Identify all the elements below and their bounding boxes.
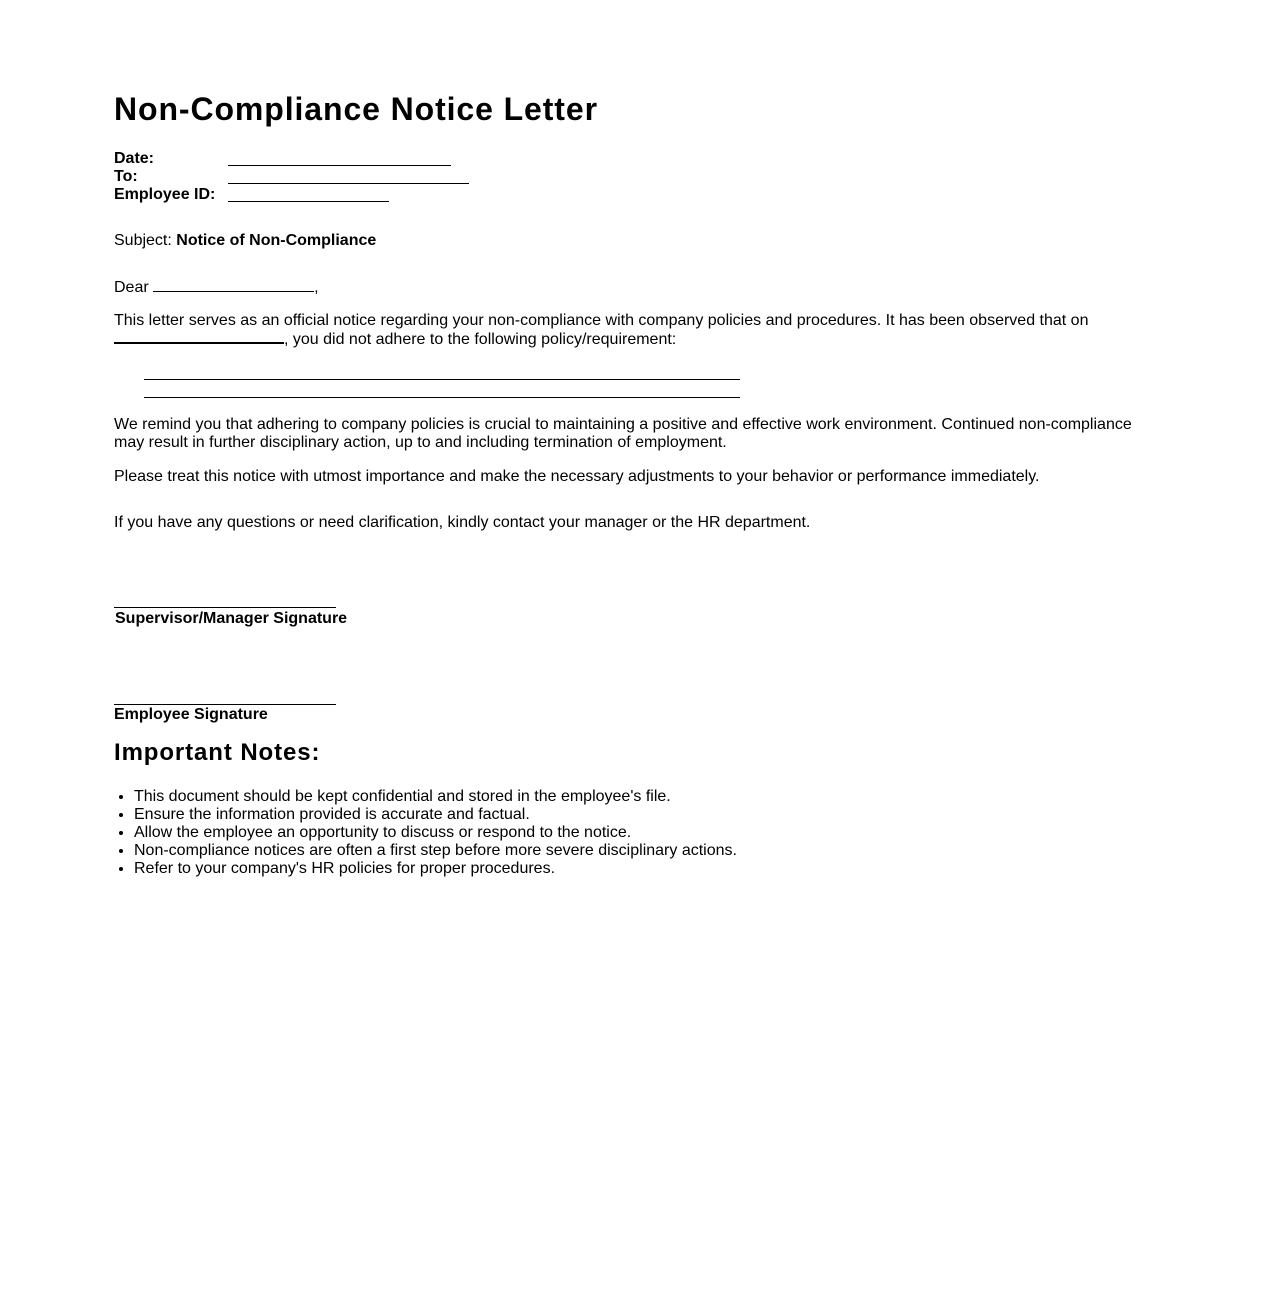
notes-list (114, 788, 737, 878)
policy-line-1[interactable] (144, 379, 740, 380)
employee-signature-label: Employee Signature (114, 706, 268, 723)
list-item: • Ensure the information provided is accurate and factual. (134, 806, 737, 824)
notice-paragraph-continuation: , you did not adhere to the following policy/requirement: (284, 331, 677, 348)
policy-line-2[interactable] (144, 397, 740, 398)
date-label: Date: (114, 150, 155, 167)
salutation (114, 278, 319, 297)
reminder-paragraph: We remind you that adhering to company policies is crucial to maintaining a positive and effective work environment. Continued non-compliance may result in further disciplinary action, up to and including termination of employment. (114, 416, 1132, 451)
list-item: • Non-compliance notices are often a first step before more severe disciplinary actions. (134, 842, 737, 860)
notice-paragraph (114, 312, 1144, 349)
salutation-suffix: , (314, 279, 319, 296)
supervisor-signature-line[interactable] (114, 607, 336, 608)
to-field-line[interactable] (228, 183, 469, 184)
notice-paragraph-text: This letter serves as an official notice regarding your non-compliance with company policies and procedures. It has been observed that on (114, 312, 1089, 329)
list-item: • Refer to your company's HR policies for proper procedures. (134, 860, 737, 878)
list-item: • This document should be kept confidential and stored in the employee's file. (134, 788, 737, 806)
subject-value: Notice of Non-Compliance (176, 232, 377, 249)
notes-heading: Important Notes: (114, 739, 321, 766)
date-field-line[interactable] (228, 165, 451, 166)
employee-signature-line[interactable] (114, 704, 336, 705)
recipient-name-blank[interactable] (153, 278, 314, 292)
supervisor-signature-label: Supervisor/Manager Signature (115, 610, 348, 627)
subject-prefix: Subject: (114, 232, 177, 249)
to-label: To: (114, 168, 138, 185)
incident-date-blank[interactable] (114, 330, 284, 344)
salutation-prefix: Dear (114, 279, 154, 296)
importance-paragraph: Please treat this notice with utmost importance and make the necessary adjustments to your behavior or performance immediately. (114, 468, 1040, 485)
contact-paragraph: If you have any questions or need clarification, kindly contact your manager or the HR department. (114, 514, 811, 531)
list-item: • Allow the employee an opportunity to discuss or respond to the notice. (134, 824, 737, 842)
subject-line (114, 232, 376, 250)
document-title: Non-Compliance Notice Letter (114, 91, 598, 127)
employee-id-field-line[interactable] (228, 201, 389, 202)
employee-id-label: Employee ID: (114, 186, 216, 203)
